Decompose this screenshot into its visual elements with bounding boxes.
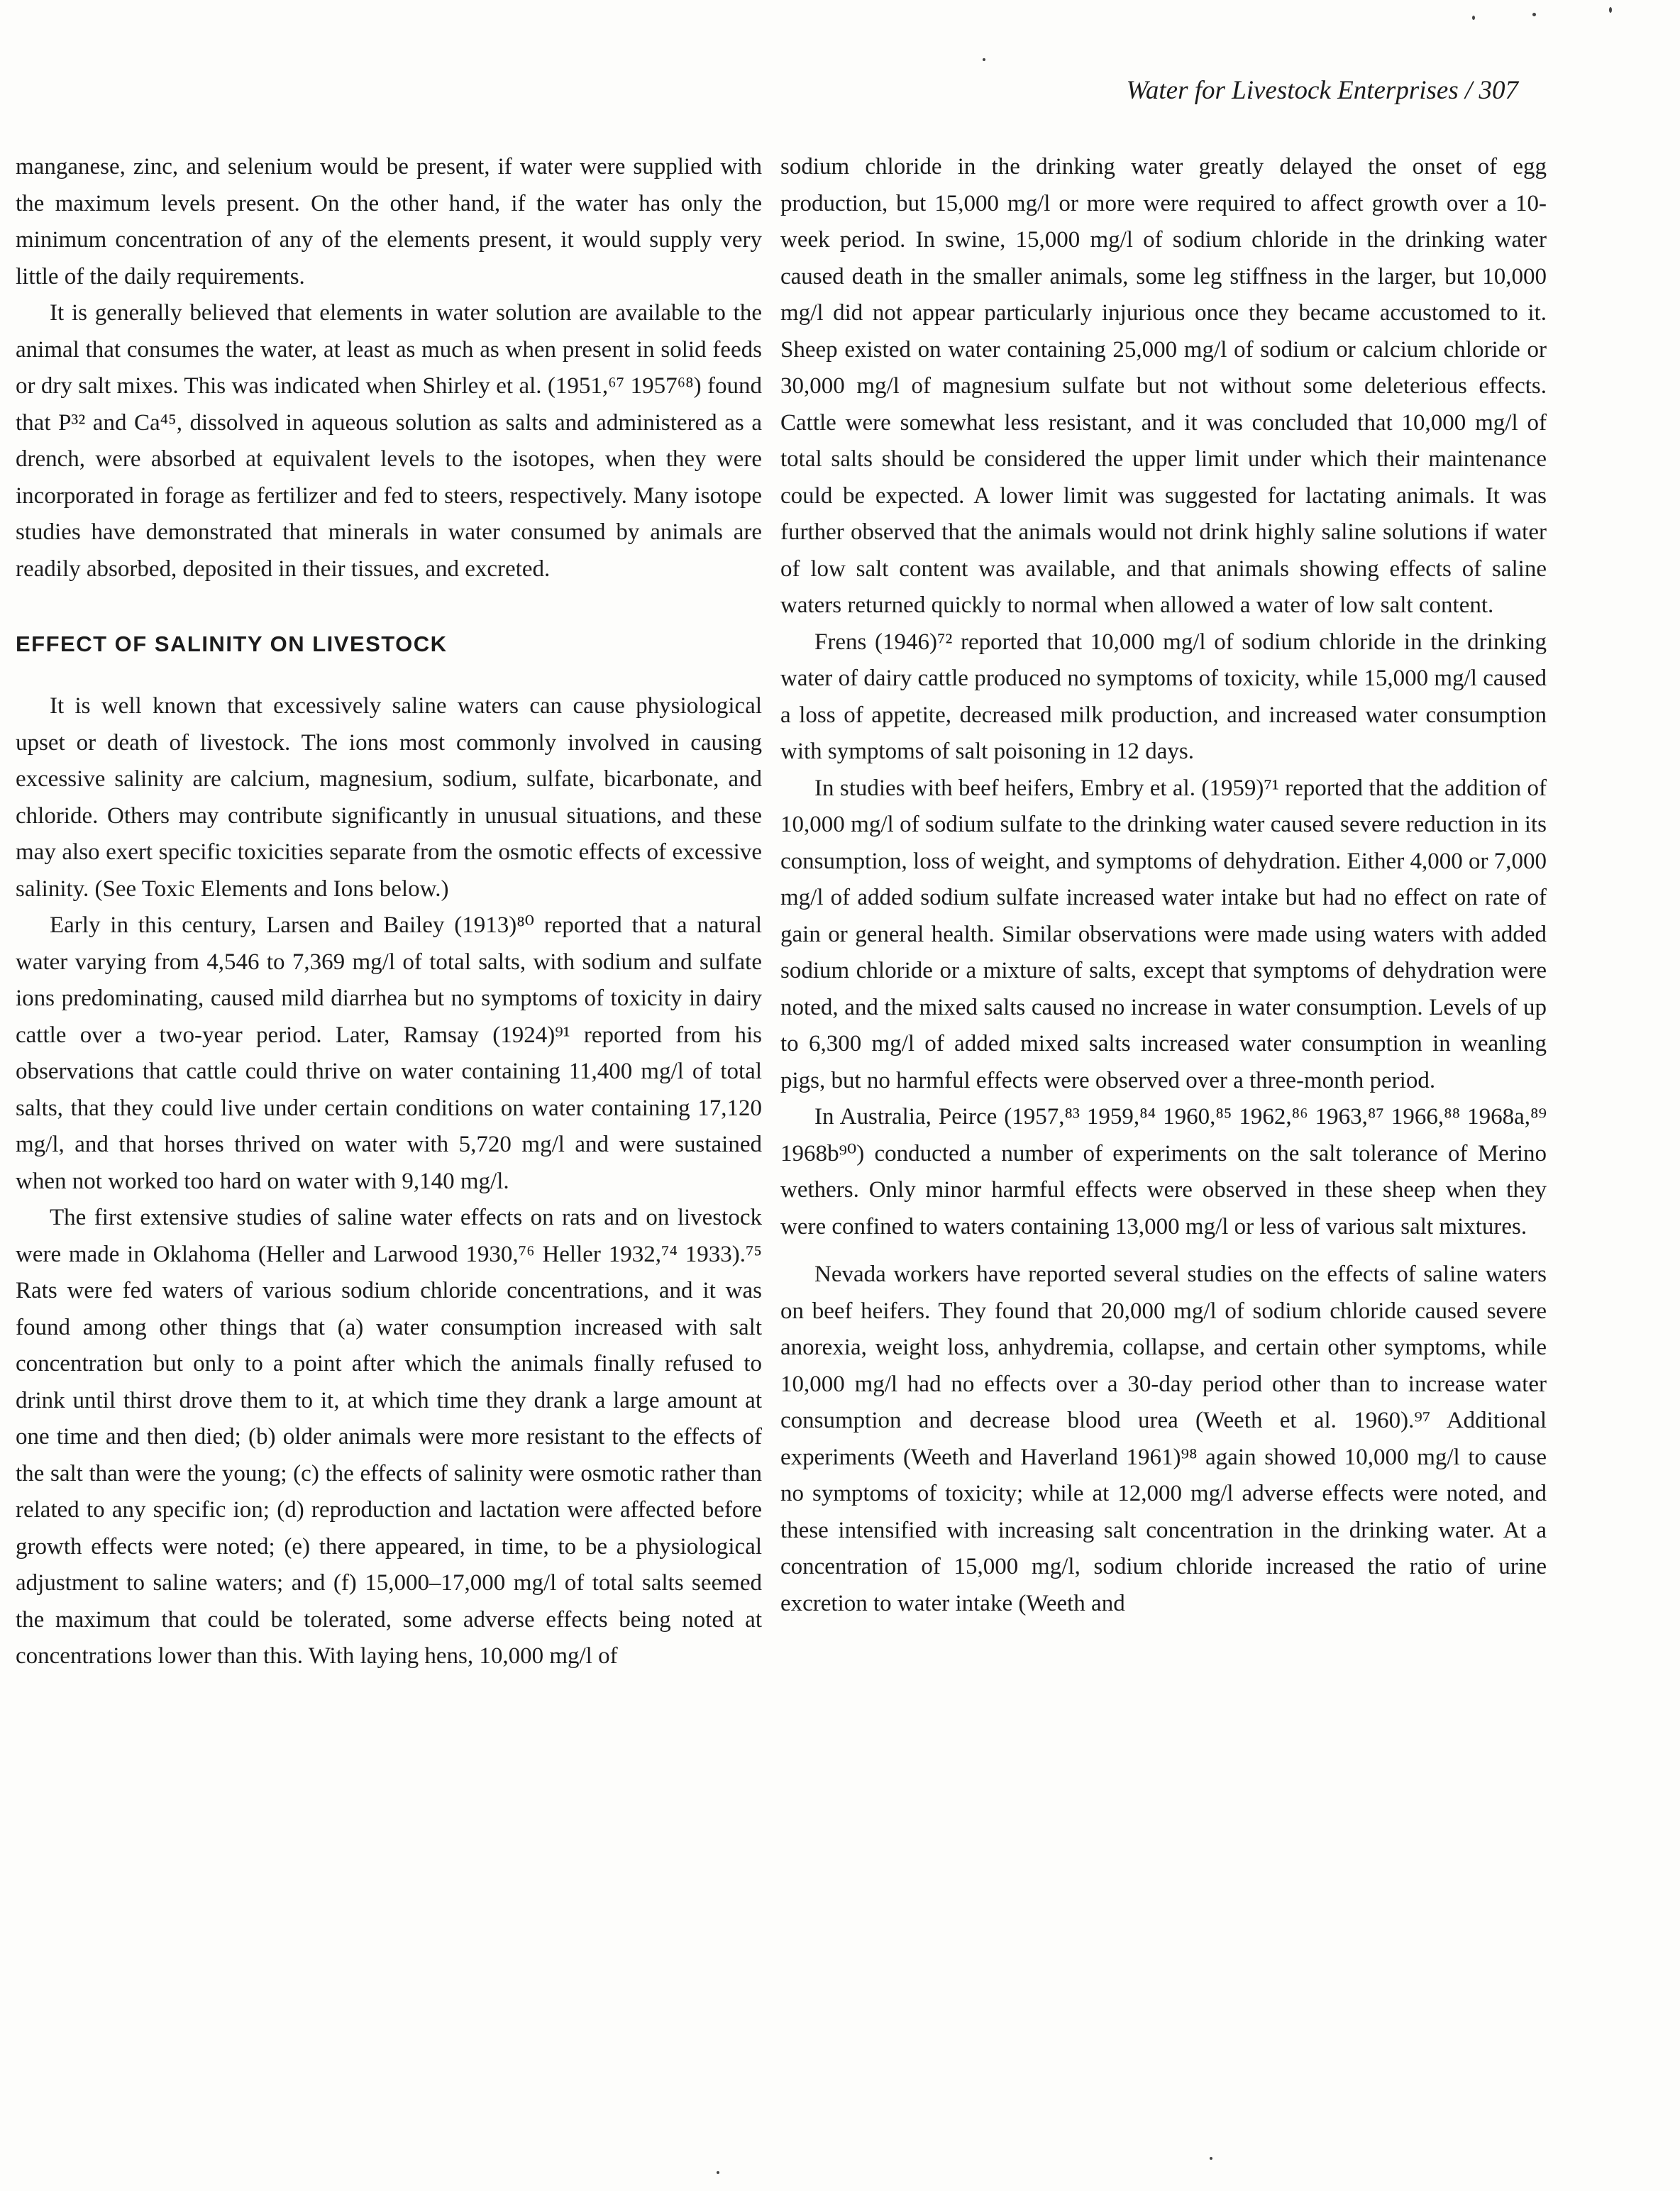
scan-speck [1609,7,1612,13]
section-heading: EFFECT OF SALINITY ON LIVESTOCK [16,631,448,656]
paragraph: It is well known that excessively saline waters can cause physiological upset or death of livestock. The ions most commonly involved in causing excessive salinity are calcium, magnesium, sodium, sulfate, bicarbonate, and chloride. Others may contribute significantly in unusual situations, and these may also exert specific toxicities separate from the osmotic effects of excessive salinity. (See Toxic Elements and Ions below.) [16,693,762,902]
paragraph: Frens (1946)⁷² reported that 10,000 mg/l of sodium chloride in the drinking water of dairy cattle produced no symptoms of toxicity, while 15,000 mg/l caused a loss of appetite, decreased milk production, and increased water consumption with symptoms of salt poisoning in 12 days. [780,629,1547,764]
right-column [780,149,1547,1622]
paragraph: Nevada workers have reported several studies on the effects of saline waters on beef heifers. They found that 20,000 mg/l of sodium chloride caused severe anorexia, weight loss, anhydremia, collapse, and certain other symptoms, while 10,000 mg/l had no effects over a 30-day period other than to increase water consumption and decrease blood urea (Weeth et al. 1960).⁹⁷ Additional experiments (Weeth and Haverland 1961)⁹⁸ again showed 10,000 mg/l to cause no symptoms of toxicity; while at 12,000 mg/l adverse effects were noted, and these intensified with increasing salt concentration in the drinking water. At a concentration of 15,000 mg/l, sodium chloride increased the ratio of urine excretion to water intake (Weeth and [780,1262,1547,1616]
paragraph: It is generally believed that elements in water solution are available to the animal that consumes the water, at least as much as when present in solid feeds or dry salt mixes. This was indicated when Shirley et al. (1951,⁶⁷ 1957⁶⁸) found that P³² and Ca⁴⁵, dissolved in aqueous solution as salts and administered as a drench, were absorbed at equivalent levels to the isotopes, when they were incorporated in forage as fertilizer and fed to steers, respectively. Many isotope studies have demonstrated that minerals in water consumed by animals are readily absorbed, deposited in their tissues, and excreted. [16,300,762,582]
scan-speck [717,2171,719,2174]
paragraph: sodium chloride in the drinking water greatly delayed the onset of egg production, but 15,000 mg/l or more were required to affect growth over a 10-week period. In swine, 15,000 mg/l of sodium chloride in the drinking water caused death in the smaller animals, some leg stiffness in the larger, but 10,000 mg/l did not appear particularly injurious once they became accustomed to it. Sheep existed on water containing 25,000 mg/l of sodium or calcium chloride or 30,000 mg/l of magnesium sulfate but not without some deleterious effects. Cattle were somewhat less resistant, and it was concluded that 10,000 mg/l of total salts should be considered the upper limit under which their maintenance could be expected. A lower limit was suggested for lactating animals. It was further observed that the animals would not drink highly saline solutions if water of low salt content was available, and that animals showing effects of saline waters returned quickly to normal when allowed a water of low salt content. [780,154,1547,618]
scan-speck [1532,13,1536,16]
paragraph: In Australia, Peirce (1957,⁸³ 1959,⁸⁴ 1960,⁸⁵ 1962,⁸⁶ 1963,⁸⁷ 1966,⁸⁸ 1968a,⁸⁹ 1968b⁹⁰) conducted a number of experiments on the salt tolerance of Merino wethers. Only minor harmful effects were observed in these sheep when they were confined to waters containing 13,000 mg/l or less of various salt mixtures. [780,1104,1547,1240]
scan-speck [1472,16,1475,20]
scan-speck [983,58,985,61]
paragraph: Early in this century, Larsen and Bailey (1913)⁸⁰ reported that a natural water varying from 4,546 to 7,369 mg/l of total salts, with sodium and sulfate ions predominating, caused mild diarrhea but no symptoms of toxicity in dairy cattle over a two-year period. Later, Ramsay (1924)⁹¹ reported from his observations that cattle could thrive on water containing 11,400 mg/l of total salts, that they could live under certain conditions on water containing 17,120 mg/l, and that horses thrived on water with 5,720 mg/l and were sustained when not worked too hard on water with 9,140 mg/l. [16,912,762,1194]
scan-speck [1210,2157,1212,2160]
running-head: Water for Livestock Enterprises / 307 [1126,76,1518,105]
paragraph: manganese, zinc, and selenium would be present, if water were supplied with the maximum levels present. On the other hand, if the water has only the minimum concentration of any of the elements present, it would supply very little of the daily requirements. [16,154,762,289]
paragraph: The first extensive studies of saline water effects on rats and on livestock were made in Oklahoma (Heller and Larwood 1930,⁷⁶ Heller 1932,⁷⁴ 1933).⁷⁵ Rats were fed waters of various sodium chloride concentrations, and it was found among other things that (a) water consumption increased with salt concentration but only to a point after which the animals finally refused to drink until thirst drove them to it, at which time they drank a large amount at one time and then died; (b) older animals were more resistant to the effects of the salt than were the young; (c) the effects of salinity were osmotic rather than related to any specific ion; (d) reproduction and lactation were affected before growth effects were noted; (e) there appeared, in time, to be a physiological adjustment to saline waters; and (f) 15,000–17,000 mg/l of total salts seemed the maximum that could be tolerated, some adverse effects being noted at concentrations lower than this. With laying hens, 10,000 mg/l of [16,1205,762,1669]
paragraph: In studies with beef heifers, Embry et al. (1959)⁷¹ reported that the addition of 10,000 mg/l of sodium sulfate to the drinking water caused severe reduction in its consumption, loss of weight, and symptoms of dehydration. Either 4,000 or 7,000 mg/l of added sodium sulfate increased water intake but had no effect on rate of gain or general health. Similar observations were made using waters with added sodium chloride or a mixture of salts, except that symptoms of dehydration were noted, and the mixed salts caused no increase in water consumption. Levels of up to 6,300 mg/l of added mixed salts increased water consumption in weanling pigs, but no harmful effects were observed over a three-month period. [780,775,1547,1093]
left-column [16,149,762,1675]
